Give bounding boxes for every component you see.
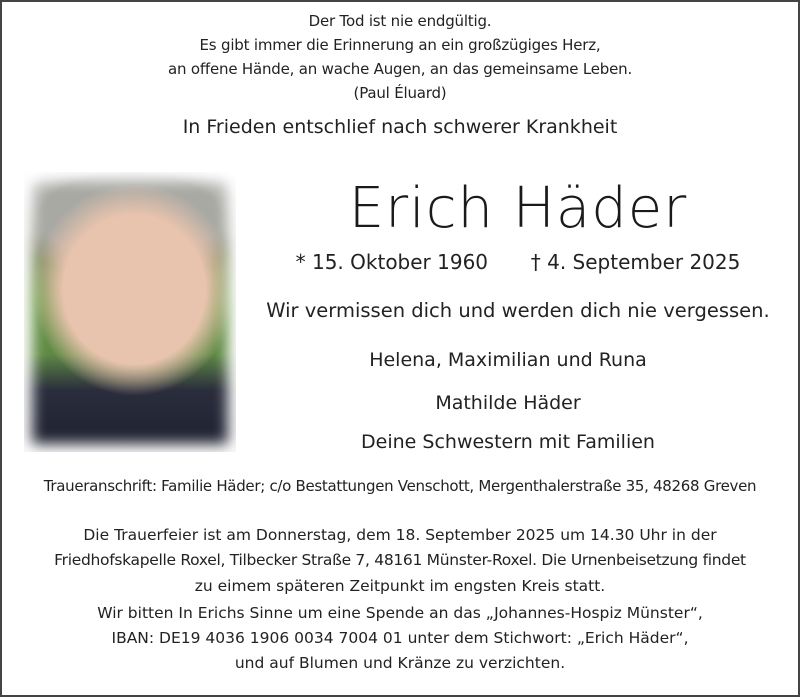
quote-line: an offene Hände, an wache Augen, an das gemeinsame Leben.	[167, 60, 633, 78]
mourner: Deine Schwestern mit Familien	[361, 431, 655, 453]
deceased-name: Erich Häder	[348, 176, 688, 241]
mourner: Mathilde Häder	[435, 392, 581, 414]
mourning-address: Traueranschrift: Familie Häder; c/o Bestattungen Venschott, Mergenthalerstraße 35, 48268 Greven	[43, 477, 757, 495]
farewell-text: Wir vermissen dich und werden dich nie vergessen.	[266, 299, 770, 322]
donation-line: und auf Blumen und Kränze zu verzichten.	[234, 654, 566, 672]
intro-text: In Frieden entschlief nach schwerer Krankheit	[182, 116, 618, 138]
birth-date: * 15. Oktober 1960	[295, 250, 489, 274]
ceremony-line: Friedhofskapelle Roxel, Tilbecker Straße 7, 48161 Münster-Roxel. Die Urnenbeisetzung findet	[54, 551, 746, 569]
portrait-photo	[24, 172, 236, 452]
quote-line: Es gibt immer die Erinnerung an ein großzügiges Herz,	[199, 36, 601, 54]
ceremony-line: Die Trauerfeier ist am Donnerstag, dem 18. September 2025 um 14.30 Uhr in der	[83, 526, 717, 544]
quote-line: Der Tod ist nie endgültig.	[308, 12, 492, 30]
mourner: Helena, Maximilian und Runa	[369, 349, 647, 371]
donation-line: IBAN: DE19 4036 1906 0034 7004 01 unter dem Stichwort: „Erich Häder“,	[111, 629, 689, 647]
quote-author: (Paul Éluard)	[353, 84, 447, 102]
donation-line: Wir bitten In Erichs Sinne um eine Spende an das „Johannes-Hospiz Münster“,	[97, 604, 703, 622]
dates	[250, 250, 786, 274]
death-date: † 4. September 2025	[530, 250, 741, 274]
ceremony-line: zu eimem späteren Zeitpunkt im engsten Kreis statt.	[194, 577, 606, 595]
